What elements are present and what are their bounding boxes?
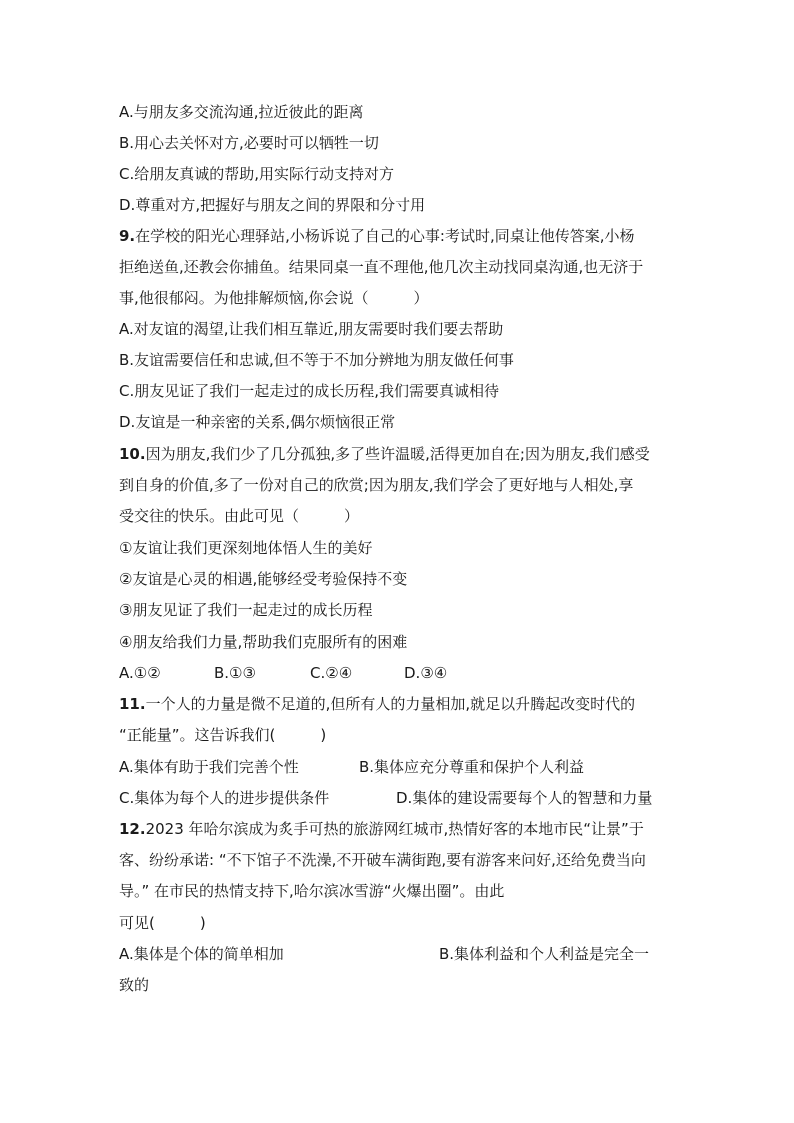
q10-number: 10. (119, 445, 146, 463)
q10-option-d: D.③④ (404, 664, 448, 682)
q9-option-c: C.朋友见证了我们一起走过的成长历程,我们需要真诚相待 (119, 382, 500, 400)
q10-option-c: C.②④ (310, 664, 353, 682)
q12-option-b: B.集体利益和个人利益是完全一 (439, 945, 650, 963)
q11-option-d: D.集体的建设需要每个人的智慧和力量 (396, 789, 653, 807)
q9-stem-line-3: 事,他很郁闷。为他排解烦恼,你会说（ ） (119, 289, 429, 307)
q10-statement-3: ③朋友见证了我们一起走过的成长历程 (119, 601, 373, 619)
q11-number: 11. (119, 695, 146, 713)
q12-number: 12. (119, 820, 146, 838)
q9-stem-text-1: 在学校的阳光心理驿站,小杨诉说了自己的心事:考试时,同桌让他传答案,小杨 (135, 227, 635, 245)
q12-stem-line-3: 导。” 在市民的热情支持下,哈尔滨冰雪游“火爆出圈”。由此 (119, 882, 505, 900)
q11-options-row-1 (119, 757, 679, 777)
q12-stem-text-1: 2023 年哈尔滨成为炙手可热的旅游网红城市,热情好客的本地市民“让景”于 (145, 820, 644, 838)
q10-option-b: B.①③ (214, 664, 256, 682)
q9-option-b: B.友谊需要信任和忠诚,但不等于不加分辨地为朋友做任何事 (119, 351, 514, 369)
q9-number: 9. (119, 227, 136, 245)
q12-stem-line-2: 客、纷纷承诺: “不下馆子不洗澡,不开破车满街跑,要有游客来问好,还给免费当向 (119, 851, 646, 869)
q9-stem-line-1 (119, 226, 635, 246)
q12-stem-line-4: 可见( ) (119, 914, 206, 932)
q8-option-a: A.与朋友多交流沟通,拉近彼此的距离 (119, 103, 364, 121)
q11-stem-line-2: “正能量”。这告诉我们( ) (119, 726, 327, 744)
q10-stem-line-2: 到自身的价值,多了一份对自己的欣赏;因为朋友,我们学会了更好地与人相处,享 (119, 476, 634, 494)
q11-option-a: A.集体有助于我们完善个性 (119, 758, 299, 776)
q10-statement-4: ④朋友给我们力量,帮助我们克服所有的困难 (119, 633, 408, 651)
q11-stem-line-1 (119, 694, 635, 714)
q10-statement-1: ①友谊让我们更深刻地体悟人生的美好 (119, 539, 373, 557)
q11-option-b: B.集体应充分尊重和保护个人利益 (359, 758, 585, 776)
q12-options-row (119, 944, 679, 964)
q11-options-row-2 (119, 788, 679, 808)
q10-statement-2: ②友谊是心灵的相遇,能够经受考验保持不变 (119, 570, 408, 588)
q8-option-d: D.尊重对方,把握好与朋友之间的界限和分寸用 (119, 196, 426, 214)
q8-option-b: B.用心去关怀对方,必要时可以牺牲一切 (119, 134, 379, 152)
q8-option-c: C.给朋友真诚的帮助,用实际行动支持对方 (119, 165, 395, 183)
q9-option-d: D.友谊是一种亲密的关系,偶尔烦恼很正常 (119, 413, 396, 431)
q12-stem-line-1 (119, 819, 644, 839)
q12-option-a: A.集体是个体的简单相加 (119, 945, 284, 963)
q9-stem-line-2: 拒绝送鱼,还教会你捕鱼。结果同桌一直不理他,他几次主动找同桌沟通,也无济于 (119, 258, 644, 276)
q11-stem-text-1: 一个人的力量是微不足道的,但所有人的力量相加,就足以升腾起改变时代的 (145, 695, 636, 713)
q12-option-b-continued: 致的 (119, 976, 150, 994)
q10-stem-line-3: 受交往的快乐。由此可见（ ） (119, 507, 360, 525)
q11-option-c: C.集体为每个人的进步提供条件 (119, 789, 330, 807)
q10-options-row (119, 663, 719, 683)
q10-stem-line-1 (119, 444, 650, 464)
q10-option-a: A.①② (119, 664, 161, 682)
q9-option-a: A.对友谊的渴望,让我们相互靠近,朋友需要时我们要去帮助 (119, 320, 504, 338)
q10-stem-text-1: 因为朋友,我们少了几分孤独,多了些许温暖,活得更加自在;因为朋友,我们感受 (145, 445, 650, 463)
